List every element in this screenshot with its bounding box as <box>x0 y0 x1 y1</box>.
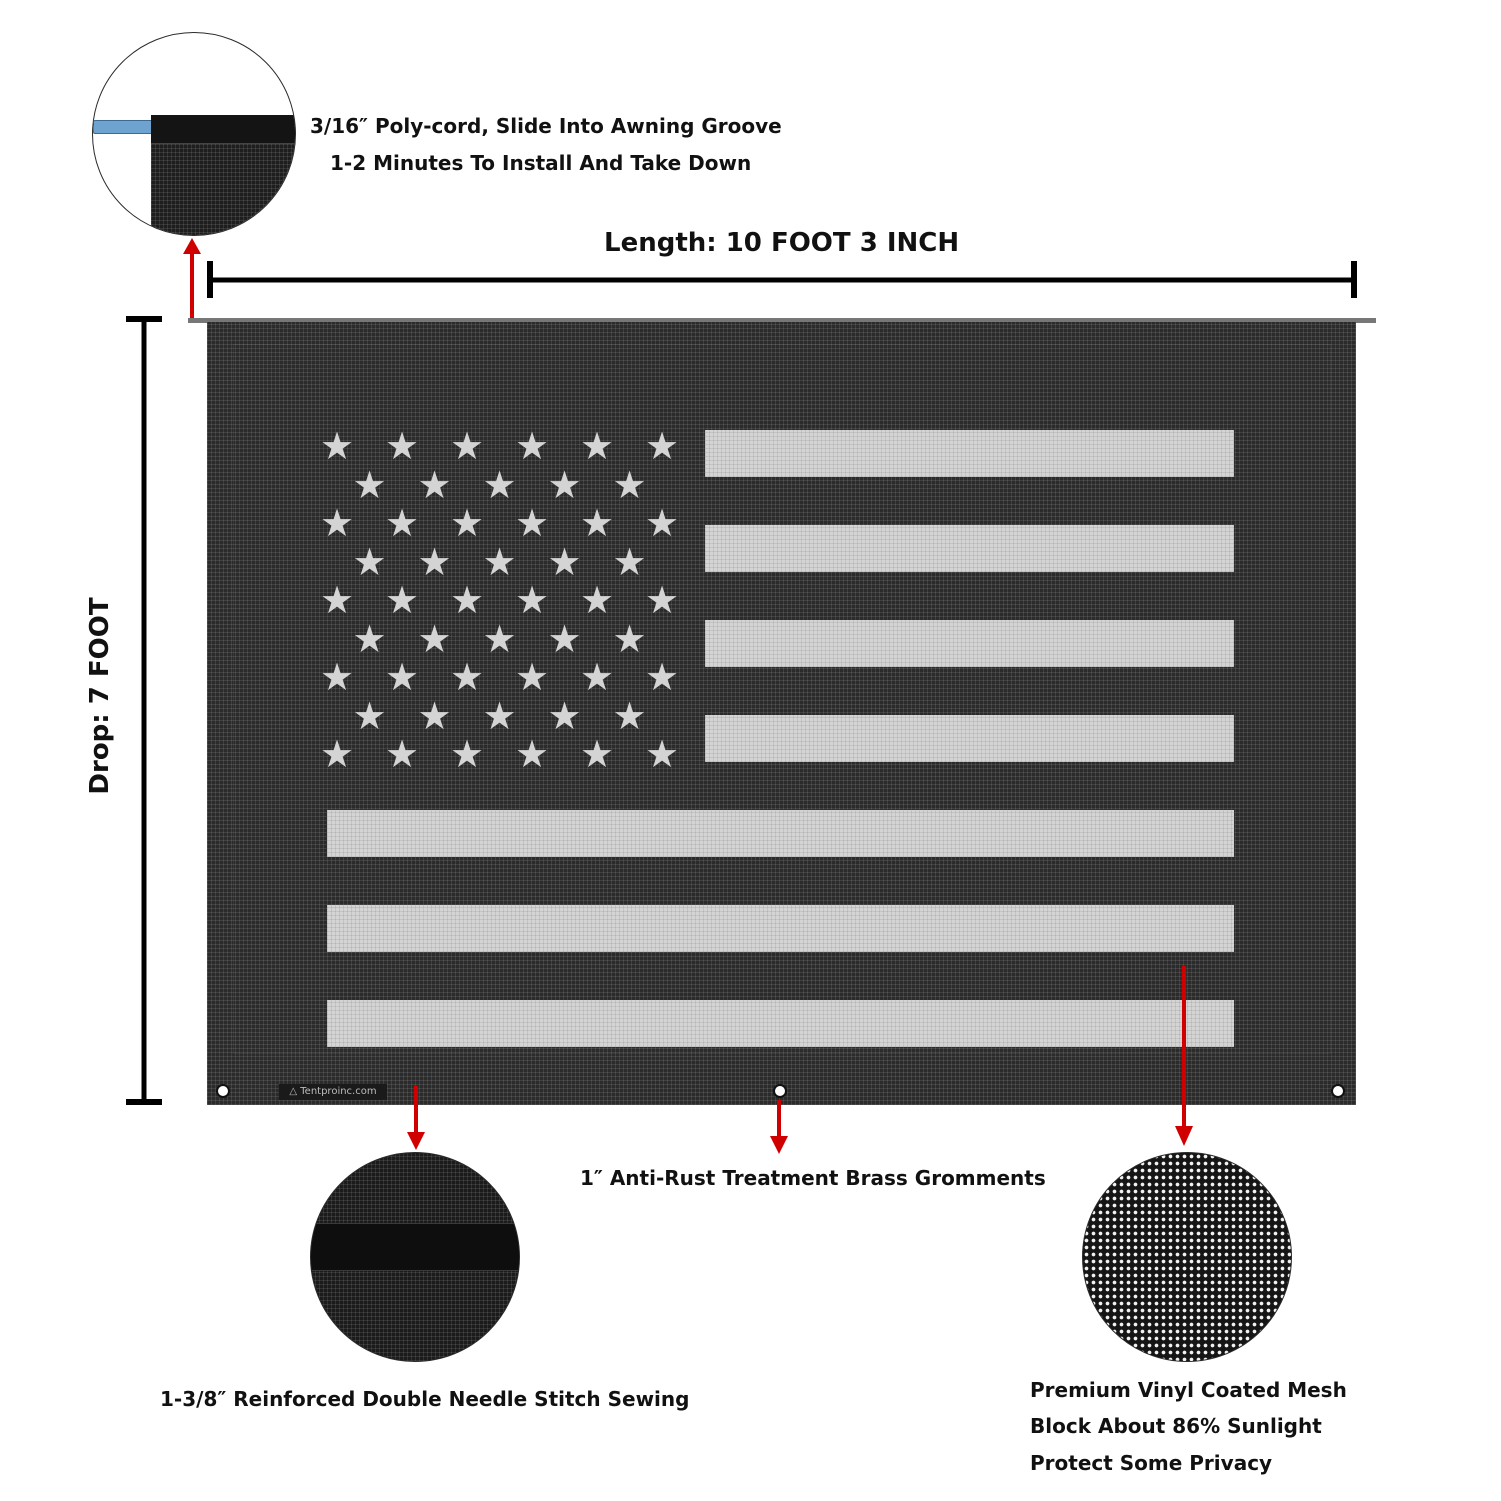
flag-star: ★ <box>417 539 452 584</box>
flag-star: ★ <box>644 424 680 468</box>
mesh-caption-line1: Premium Vinyl Coated Mesh <box>1030 1378 1347 1402</box>
flag-star: ★ <box>482 539 517 584</box>
brand-logo-icon: △ <box>289 1086 301 1097</box>
polycord-detail-image <box>92 32 296 236</box>
flag-star: ★ <box>514 424 550 468</box>
flag-stripe-7 <box>327 1000 1234 1047</box>
flag-star: ★ <box>384 424 420 468</box>
flag-star: ★ <box>417 462 452 507</box>
stitch-detail-image <box>310 1152 520 1362</box>
flag-star: ★ <box>514 732 550 776</box>
drop-label: Drop: 7 FOOT <box>85 597 115 795</box>
flag-star: ★ <box>319 655 355 699</box>
flag-star: ★ <box>319 732 355 776</box>
grommet-caption: 1″ Anti-Rust Treatment Brass Gromments <box>580 1166 1046 1190</box>
flag-star: ★ <box>384 732 420 776</box>
polycord-arrow <box>180 236 204 322</box>
flag-stripe-3 <box>705 620 1234 667</box>
length-dimension-line <box>200 258 1370 304</box>
mesh-arrow <box>1172 964 1196 1150</box>
flag-star: ★ <box>579 578 615 622</box>
flag-star: ★ <box>319 424 355 468</box>
flag-star: ★ <box>579 732 615 776</box>
stitch-caption: 1-3/8″ Reinforced Double Needle Stitch Sewing <box>160 1387 690 1411</box>
grommet-arrow <box>767 1098 791 1158</box>
brand-tag-text: Tentproinc.com <box>300 1086 377 1097</box>
flag-stripe-4 <box>705 715 1234 762</box>
flag-star: ★ <box>612 616 647 661</box>
polycord-caption-line1: 3/16″ Poly-cord, Slide Into Awning Groove <box>310 114 782 138</box>
flag-star: ★ <box>449 732 485 776</box>
flag-star: ★ <box>644 732 680 776</box>
length-label: Length: 10 FOOT 3 INCH <box>604 228 960 258</box>
flag-star: ★ <box>449 424 485 468</box>
flag-star: ★ <box>547 539 582 584</box>
flag-star: ★ <box>482 462 517 507</box>
flag-star: ★ <box>352 616 387 661</box>
stitch-arrow <box>404 1084 428 1154</box>
flag-star: ★ <box>644 578 680 622</box>
flag-star: ★ <box>644 501 680 545</box>
flag-star: ★ <box>384 578 420 622</box>
flag-star: ★ <box>547 616 582 661</box>
mesh-caption-line3: Protect Some Privacy <box>1030 1451 1273 1475</box>
flag-stripe-6 <box>327 905 1234 952</box>
flag-star: ★ <box>384 501 420 545</box>
flag-star: ★ <box>352 693 387 738</box>
flag-star: ★ <box>417 693 452 738</box>
flag-stripe-2 <box>705 525 1234 572</box>
flag-star: ★ <box>319 501 355 545</box>
flag-star: ★ <box>612 539 647 584</box>
flag-star: ★ <box>612 462 647 507</box>
flag-star: ★ <box>579 501 615 545</box>
mesh-caption-line2: Block About 86% Sunlight <box>1030 1414 1322 1438</box>
polycord-caption-line2: 1-2 Minutes To Install And Take Down <box>330 151 752 175</box>
mesh-detail-image <box>1082 1152 1292 1362</box>
grommet-left <box>216 1084 230 1098</box>
flag-star: ★ <box>482 693 517 738</box>
flag-star: ★ <box>449 501 485 545</box>
flag-star: ★ <box>417 616 452 661</box>
flag-stripe-1 <box>705 430 1234 477</box>
flag-stripe-5 <box>327 810 1234 857</box>
flag-star: ★ <box>579 424 615 468</box>
flag-star: ★ <box>644 655 680 699</box>
grommet-right <box>1331 1084 1345 1098</box>
flag-star: ★ <box>514 578 550 622</box>
grommet-center <box>773 1084 787 1098</box>
flag-star: ★ <box>482 616 517 661</box>
flag-star: ★ <box>579 655 615 699</box>
polycord-hem <box>151 115 296 144</box>
brand-tag <box>279 1084 387 1100</box>
flag-star: ★ <box>449 578 485 622</box>
flag-star: ★ <box>612 693 647 738</box>
stitch-band <box>311 1223 519 1271</box>
flag-star: ★ <box>514 501 550 545</box>
flag-star: ★ <box>514 655 550 699</box>
flag-star: ★ <box>352 539 387 584</box>
flag-star: ★ <box>352 462 387 507</box>
flag-star: ★ <box>319 578 355 622</box>
flag-star: ★ <box>547 693 582 738</box>
flag-star: ★ <box>384 655 420 699</box>
flag-star: ★ <box>449 655 485 699</box>
flag-star: ★ <box>547 462 582 507</box>
drop-dimension-line <box>122 316 168 1108</box>
